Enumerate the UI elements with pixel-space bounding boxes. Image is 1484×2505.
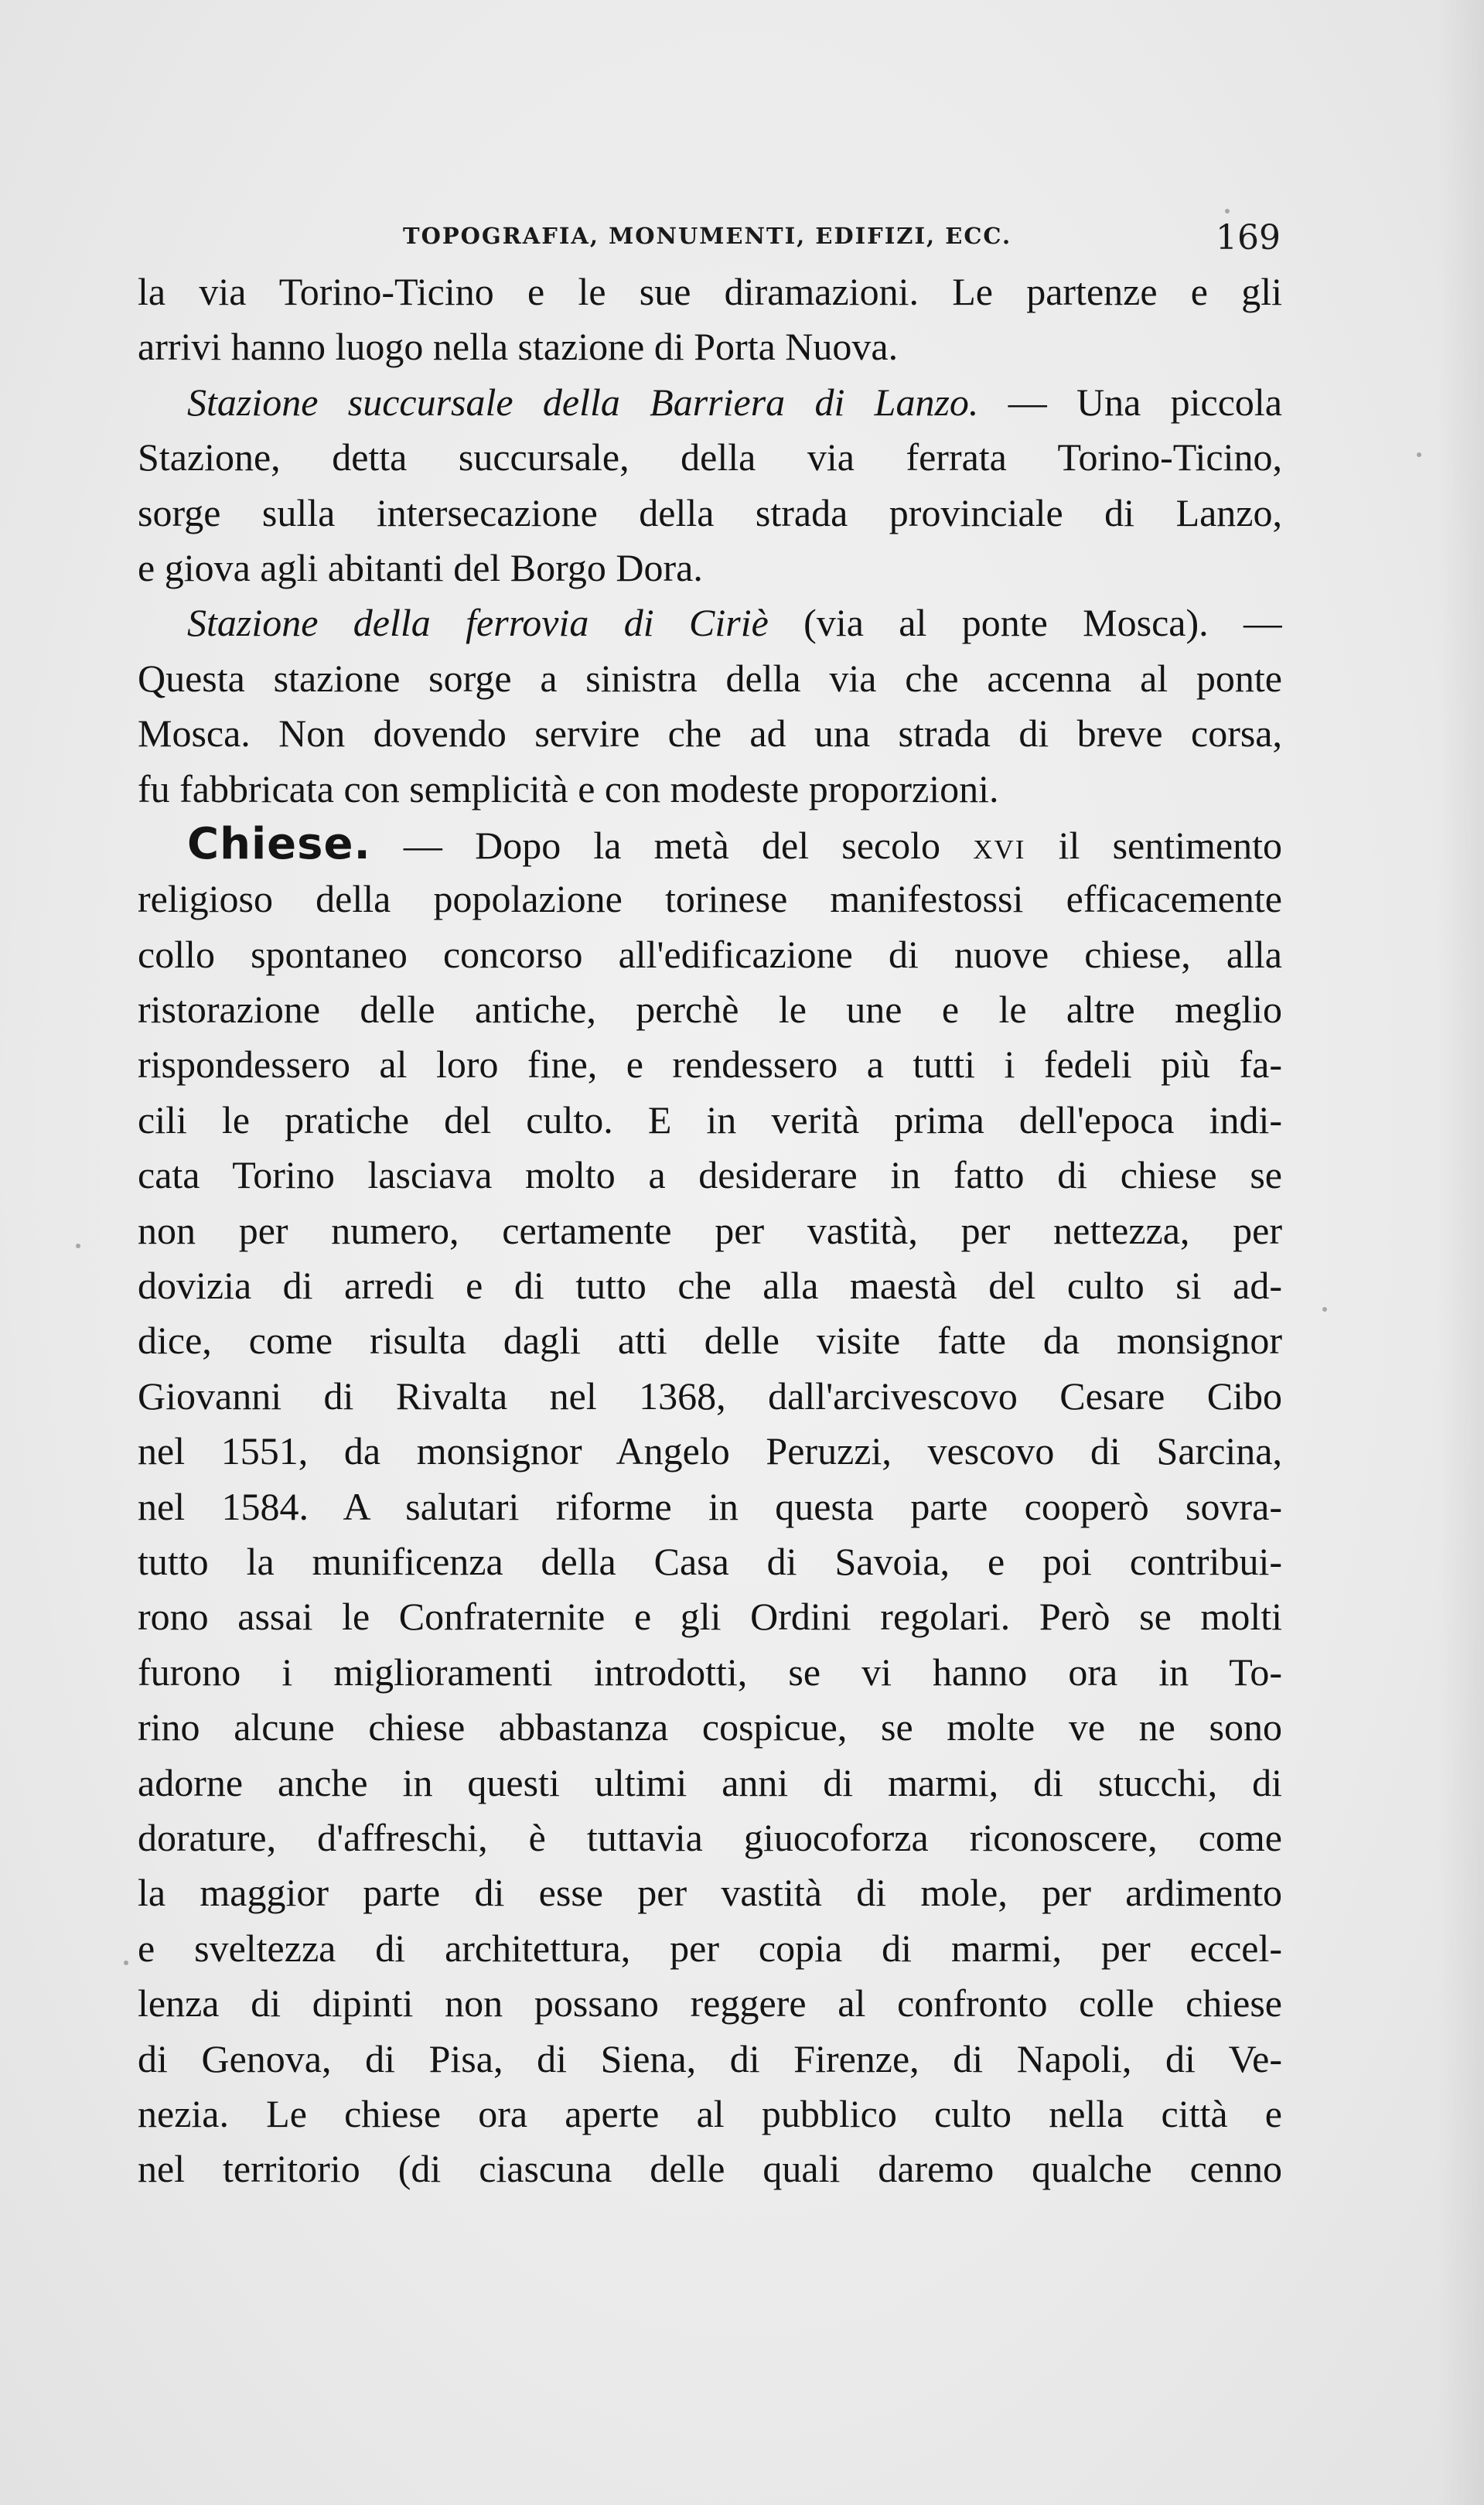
text-line: religioso della popolazione torinese manifestossi efficacemente (138, 877, 1282, 921)
paper-speck (1322, 1307, 1327, 1312)
subheading-italic: Stazione succursale della Barriera di Lanzo. (187, 380, 979, 424)
page-edge-shadow (1438, 0, 1484, 2505)
paper-speck (1225, 209, 1230, 213)
text-line: cata Torino lasciava molto a desiderare in fatto di chiese se (138, 1153, 1282, 1197)
text-line: di Genova, di Pisa, di Siena, di Firenze, di Napoli, di Ve- (138, 2036, 1282, 2080)
text-line: Stazione succursale della Barriera di Lanzo. — Una piccola (187, 380, 1282, 424)
text-line: e sveltezza di architettura, per copia di marmi, per eccel- (138, 1926, 1282, 1970)
text-line: Stazione, detta succursale, della via ferrata Torino-Ticino, (138, 435, 1282, 479)
text-line: Mosca. Non dovendo servire che ad una strada di breve corsa, (138, 712, 1282, 756)
text-line: ristorazione delle antiche, perchè le une e le altre meglio (138, 988, 1282, 1032)
text-line: fu fabbricata con semplicità e con modeste proporzioni. (138, 766, 999, 811)
text-line: rino alcune chiese abbastanza cospicue, se molte ve ne sono (138, 1705, 1282, 1749)
text-line: collo spontaneo concorso all'edificazione di nuove chiese, alla (138, 932, 1282, 976)
text-line: furono i miglioramenti introdotti, se vi hanno ora in To- (138, 1650, 1282, 1694)
roman-numeral: xvi (973, 823, 1026, 867)
text-line: sorge sulla intersecazione della strada provinciale di Lanzo, (138, 490, 1282, 534)
paper-speck (76, 1244, 80, 1248)
text-line: non per numero, certamente per vastità, per nettezza, per (138, 1208, 1282, 1252)
text-line: rispondessero al loro fine, e rendessero a tutti i fedeli più fa- (138, 1043, 1282, 1087)
text-line: tutto la munificenza della Casa di Savoia, e poi contribui- (138, 1539, 1282, 1583)
text-line: cili le pratiche del culto. E in verità prima dell'epoca indi- (138, 1097, 1282, 1142)
text-line: Stazione della ferrovia di Ciriè (via al ponte Mosca). — (187, 601, 1282, 645)
text-line: adorne anche in questi ultimi anni di marmi, di stucchi, di (138, 1760, 1282, 1804)
text-line: Questa stazione sorge a sinistra della via che accenna al ponte (138, 656, 1282, 700)
text-line: nel 1551, da monsignor Angelo Peruzzi, vescovo di Sarcina, (138, 1429, 1282, 1473)
running-header (136, 218, 1296, 264)
page-number: 169 (1216, 218, 1281, 258)
text-line: e giova agli abitanti del Borgo Dora. (138, 545, 703, 589)
section-heading-chiese: Chiese. (187, 818, 371, 869)
running-header-title: TOPOGRAFIA, MONUMENTI, EDIFIZI, ECC. (403, 223, 1012, 249)
text-line: nezia. Le chiese ora aperte al pubblico culto nella città e (138, 2091, 1282, 2135)
text-line: dovizia di arredi e di tutto che alla maestà del culto si ad- (138, 1264, 1282, 1308)
subheading-italic: Stazione della ferrovia di Ciriè (187, 601, 769, 645)
text-line: nel 1584. A salutari riforme in questa parte cooperò sovra- (138, 1484, 1282, 1528)
text-line: la via Torino-Ticino e le sue diramazioni. Le partenze e gli (138, 270, 1282, 313)
text-line: Chiese. — Dopo la metà del secolo xvi il sentimento (187, 818, 1282, 869)
text-line: nel territorio (di ciascuna delle quali daremo qualche cenno (138, 2147, 1282, 2191)
text-line: lenza di dipinti non possano reggere al confronto colle chiese (138, 1981, 1282, 2026)
text-line: Giovanni di Rivalta nel 1368, dall'arcivescovo Cesare Cibo (138, 1374, 1282, 1418)
text-line: la maggior parte di esse per vastità di mole, per ardimento (138, 1871, 1282, 1915)
paper-speck (1417, 452, 1421, 457)
text-line: dorature, d'affreschi, è tuttavia giuocoforza riconoscere, come (138, 1815, 1282, 1859)
paper-speck (124, 1961, 128, 1965)
text-line: rono assai le Confraternite e gli Ordini regolari. Però se molti (138, 1595, 1282, 1639)
text-line: arrivi hanno luogo nella stazione di Porta Nuova. (138, 325, 899, 369)
body-text (138, 264, 1282, 2197)
text-line: dice, come risulta dagli atti delle visite fatte da monsignor (138, 1319, 1282, 1363)
